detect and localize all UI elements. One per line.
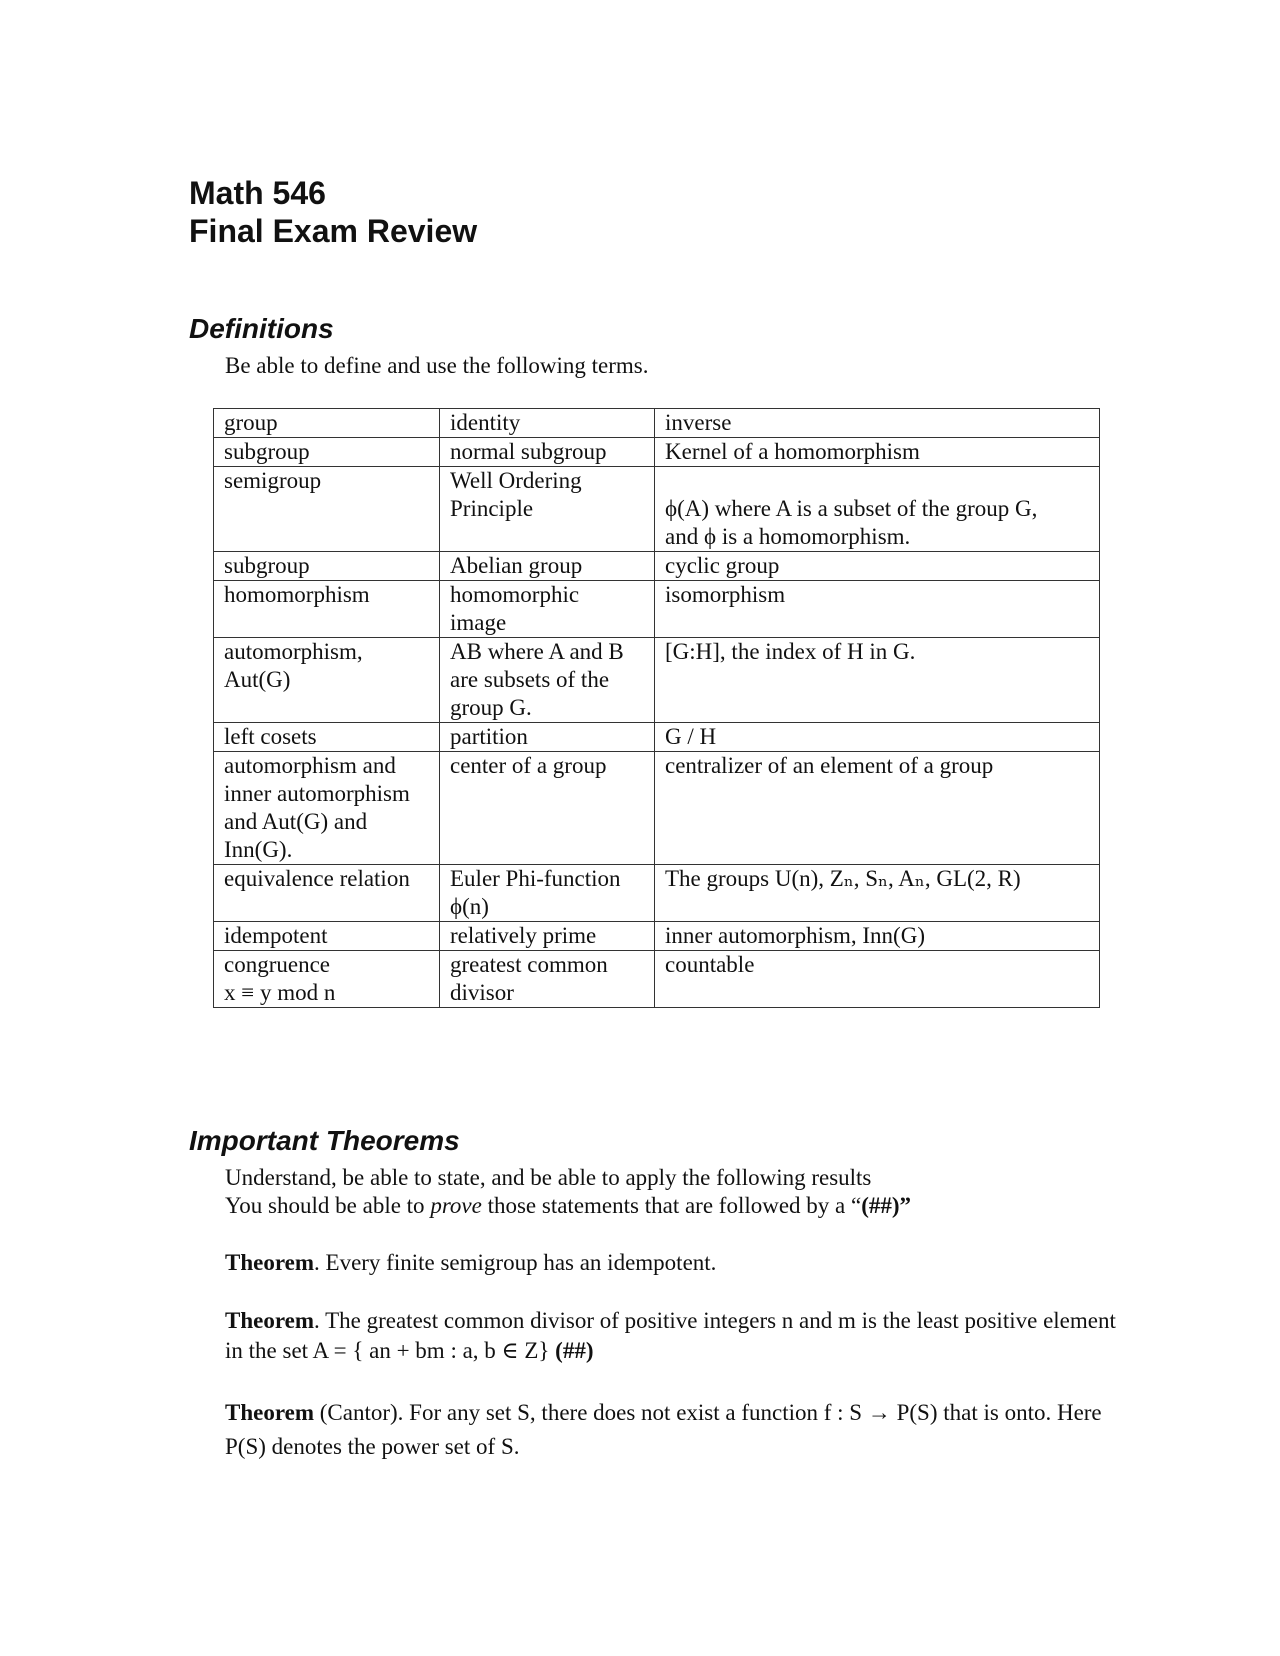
table-cell xyxy=(655,581,1100,638)
theorem-label: Theorem xyxy=(225,1250,315,1275)
cell-line: subgroup xyxy=(224,553,310,578)
cell-line: homomorphic xyxy=(450,582,580,607)
table-cell xyxy=(440,552,655,581)
definitions-intro: Be able to define and use the following terms. xyxy=(225,353,649,378)
theorem-label: Theorem xyxy=(225,1308,315,1333)
cell-line: left cosets xyxy=(224,724,317,749)
table-cell xyxy=(214,723,440,752)
table-row xyxy=(214,865,1100,922)
table-cell xyxy=(214,752,440,865)
table-cell xyxy=(214,409,440,438)
cell-line: Kernel of a homomorphism xyxy=(665,439,920,464)
table-row xyxy=(214,922,1100,951)
theorem-text: (Cantor). For any set S, there does not exist a function f : S → P(S) that is onto. Here P(S) denotes the power set of S. xyxy=(225,1400,1102,1459)
table-cell xyxy=(214,865,440,922)
intro-emphasis: prove xyxy=(430,1193,482,1218)
table-cell xyxy=(214,581,440,638)
table-cell xyxy=(440,752,655,865)
table-cell xyxy=(214,922,440,951)
table-row xyxy=(214,552,1100,581)
cell-line: inner automorphism xyxy=(224,781,410,806)
theorems-intro-line1: Understand, be able to state, and be able to apply the following results xyxy=(225,1165,872,1190)
table-cell xyxy=(440,951,655,1008)
table-cell xyxy=(655,438,1100,467)
theorem-item xyxy=(225,1396,1125,1464)
cell-line: Well Ordering xyxy=(450,468,582,493)
table-row xyxy=(214,581,1100,638)
cell-line: are subsets of the xyxy=(450,667,610,692)
cell-line: Euler Phi-function xyxy=(450,866,621,891)
definitions-heading: Definitions xyxy=(189,313,334,344)
definitions-table-body xyxy=(214,409,1100,1008)
theorem-text: . The greatest common divisor of positive integers n and m is the least positive element in the set A = { an + bm : a, b ∈ Z} xyxy=(225,1308,1116,1363)
theorems-intro-line2 xyxy=(225,1192,911,1220)
cell-line: x ≡ y mod n xyxy=(224,980,336,1005)
cell-line: Abelian group xyxy=(450,553,583,578)
table-cell xyxy=(440,723,655,752)
table-cell xyxy=(655,922,1100,951)
table-row xyxy=(214,409,1100,438)
intro-text-a: You should be able to xyxy=(225,1193,431,1218)
cell-line: idempotent xyxy=(224,923,328,948)
cell-line: identity xyxy=(450,410,521,435)
cell-line: congruence xyxy=(224,952,330,977)
cell-line: greatest common xyxy=(450,952,608,977)
theorem-label: Theorem xyxy=(225,1400,315,1425)
table-row xyxy=(214,951,1100,1008)
cell-line: semigroup xyxy=(224,468,322,493)
intro-mark: (##)” xyxy=(861,1193,912,1218)
cell-line: Inn(G). xyxy=(224,837,293,862)
theorem-text: . Every finite semigroup has an idempotent. xyxy=(314,1250,717,1275)
cell-line: relatively prime xyxy=(450,923,597,948)
cell-line: partition xyxy=(450,724,528,749)
cell-line: Aut(G) xyxy=(224,667,291,692)
table-cell xyxy=(214,638,440,723)
cell-line: and ϕ is a homomorphism. xyxy=(665,524,911,549)
table-row xyxy=(214,723,1100,752)
table-cell xyxy=(655,865,1100,922)
table-cell xyxy=(214,552,440,581)
cell-line xyxy=(665,467,1089,495)
page-title xyxy=(189,174,477,250)
table-cell xyxy=(440,438,655,467)
table-cell xyxy=(440,865,655,922)
table-cell xyxy=(655,752,1100,865)
cell-line: centralizer of an element of a group xyxy=(665,753,994,778)
table-cell xyxy=(655,723,1100,752)
course-name: Math 546 xyxy=(189,175,326,211)
cell-line: Principle xyxy=(450,496,534,521)
table-cell xyxy=(214,951,440,1008)
cell-line: automorphism, xyxy=(224,639,363,664)
cell-line: [G:H], the index of H in G. xyxy=(665,639,916,664)
document-title: Final Exam Review xyxy=(189,213,478,249)
cell-line: ϕ(A) where A is a subset of the group G, xyxy=(665,496,1038,521)
cell-line: homomorphism xyxy=(224,582,370,607)
table-cell xyxy=(655,638,1100,723)
cell-line: group xyxy=(224,410,278,435)
table-cell xyxy=(655,467,1100,552)
table-cell xyxy=(214,467,440,552)
cell-line: countable xyxy=(665,952,755,977)
table-cell xyxy=(440,922,655,951)
cell-line: AB where A and B xyxy=(450,639,624,664)
intro-text-b: those statements that are followed by a “ xyxy=(481,1193,862,1218)
theorems-heading: Important Theorems xyxy=(189,1125,460,1156)
cell-line: cyclic group xyxy=(665,553,780,578)
table-cell xyxy=(655,951,1100,1008)
cell-line: group G. xyxy=(450,695,532,720)
cell-line: image xyxy=(450,610,507,635)
theorem-item xyxy=(225,1248,1125,1278)
cell-line: G / H xyxy=(665,724,717,749)
table-cell xyxy=(440,409,655,438)
table-row xyxy=(214,752,1100,865)
cell-line: ϕ(n) xyxy=(450,894,489,919)
cell-line: isomorphism xyxy=(665,582,786,607)
table-row xyxy=(214,438,1100,467)
table-cell xyxy=(440,581,655,638)
proof-mark: (##) xyxy=(555,1338,594,1363)
cell-line: subgroup xyxy=(224,439,310,464)
cell-line: The groups U(n), Zₙ, Sₙ, Aₙ, GL(2, R) xyxy=(665,866,1021,891)
cell-line: and Aut(G) and xyxy=(224,809,368,834)
definitions-table xyxy=(213,408,1100,1008)
table-cell xyxy=(214,438,440,467)
cell-line: inverse xyxy=(665,410,732,435)
cell-line: automorphism and xyxy=(224,753,396,778)
cell-line: inner automorphism, Inn(G) xyxy=(665,923,925,948)
cell-line: divisor xyxy=(450,980,514,1005)
table-cell xyxy=(655,409,1100,438)
table-cell xyxy=(440,638,655,723)
table-row xyxy=(214,638,1100,723)
cell-line: center of a group xyxy=(450,753,607,778)
theorem-item xyxy=(225,1306,1125,1366)
cell-line: equivalence relation xyxy=(224,866,410,891)
table-cell xyxy=(440,467,655,552)
cell-line: normal subgroup xyxy=(450,439,607,464)
table-row xyxy=(214,467,1100,552)
table-cell xyxy=(655,552,1100,581)
